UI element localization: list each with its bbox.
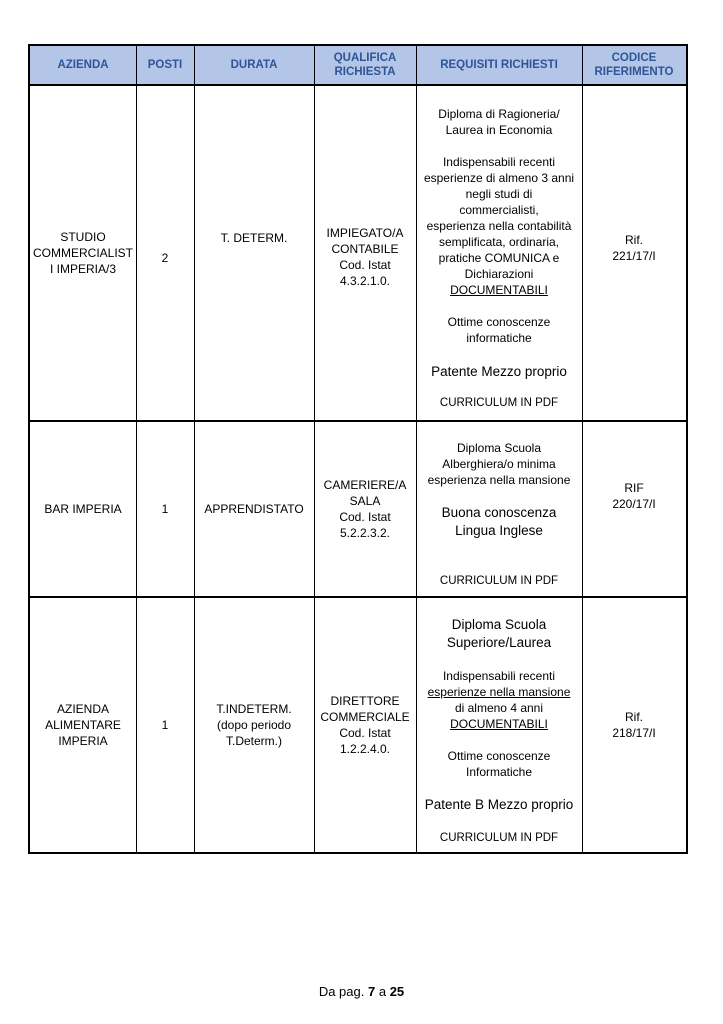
qualifica-cell: DIRETTORE COMMERCIALE Cod. Istat 1.2.2.4.0. xyxy=(320,694,410,756)
table-header xyxy=(30,46,686,86)
posti-cell: 2 xyxy=(161,251,169,265)
header-requisiti: REQUISITI RICHIESTI xyxy=(440,59,558,71)
table-row xyxy=(30,422,686,598)
job-offers-table xyxy=(28,44,688,854)
codice-cell: RIF 220/17/I xyxy=(612,481,656,511)
posti-cell: 1 xyxy=(161,718,169,732)
page-footer: Da pag. 7 a 25 xyxy=(318,984,405,999)
requisiti-cell: Diploma Scuola Alberghiera/o minima esperienza nella mansione Buona conoscenza Lingua Inglese CURRICULUM IN PDF xyxy=(427,441,571,587)
requisiti-cell: Diploma Scuola Superiore/Laurea Indispensabili recenti esperienze nella mansione di almeno 4 anni DOCUMENTABILI Ottime conoscenze Informatiche Patente B Mezzo proprio CURRICULUM IN PDF xyxy=(424,617,574,844)
requisiti-cell: Diploma di Ragioneria/ Laurea in Economia Indispensabili recenti esperienze di almeno 3 anni negli studi di commercialisti, esperienza nella contabilità semplificata, ordinaria, pratiche COMUNICA e Dichiarazioni DOCUMENTABILI Ottime conoscenze informatiche Patente Mezzo proprio CURRICULUM IN PDF xyxy=(423,107,575,409)
table-row xyxy=(30,598,686,852)
posti-cell: 1 xyxy=(161,502,169,516)
header-azienda: AZIENDA xyxy=(57,59,109,71)
durata-cell: T. DETERM. xyxy=(220,231,288,245)
azienda-cell: STUDIO COMMERCIALIST I IMPERIA/3 xyxy=(33,230,134,276)
codice-cell: Rif. 221/17/I xyxy=(612,233,656,263)
qualifica-cell: CAMERIERE/A SALA Cod. Istat 5.2.2.3.2. xyxy=(323,478,407,540)
header-posti: POSTI xyxy=(147,59,183,71)
header-durata: DURATA xyxy=(230,59,278,71)
header-qualifica: QUALIFICA RICHIESTA xyxy=(333,52,397,78)
azienda-cell: AZIENDA ALIMENTARE IMPERIA xyxy=(45,702,121,748)
table-row xyxy=(30,86,686,422)
azienda-cell: BAR IMPERIA xyxy=(44,502,122,516)
durata-cell: T.INDETERM. (dopo periodo T.Determ.) xyxy=(216,702,292,748)
header-codice: CODICE RIFERIMENTO xyxy=(594,52,674,78)
qualifica-cell: IMPIEGATO/A CONTABILE Cod. Istat 4.3.2.1.0. xyxy=(326,226,404,288)
codice-cell: Rif. 218/17/I xyxy=(612,710,656,740)
durata-cell: APPRENDISTATO xyxy=(204,502,304,516)
